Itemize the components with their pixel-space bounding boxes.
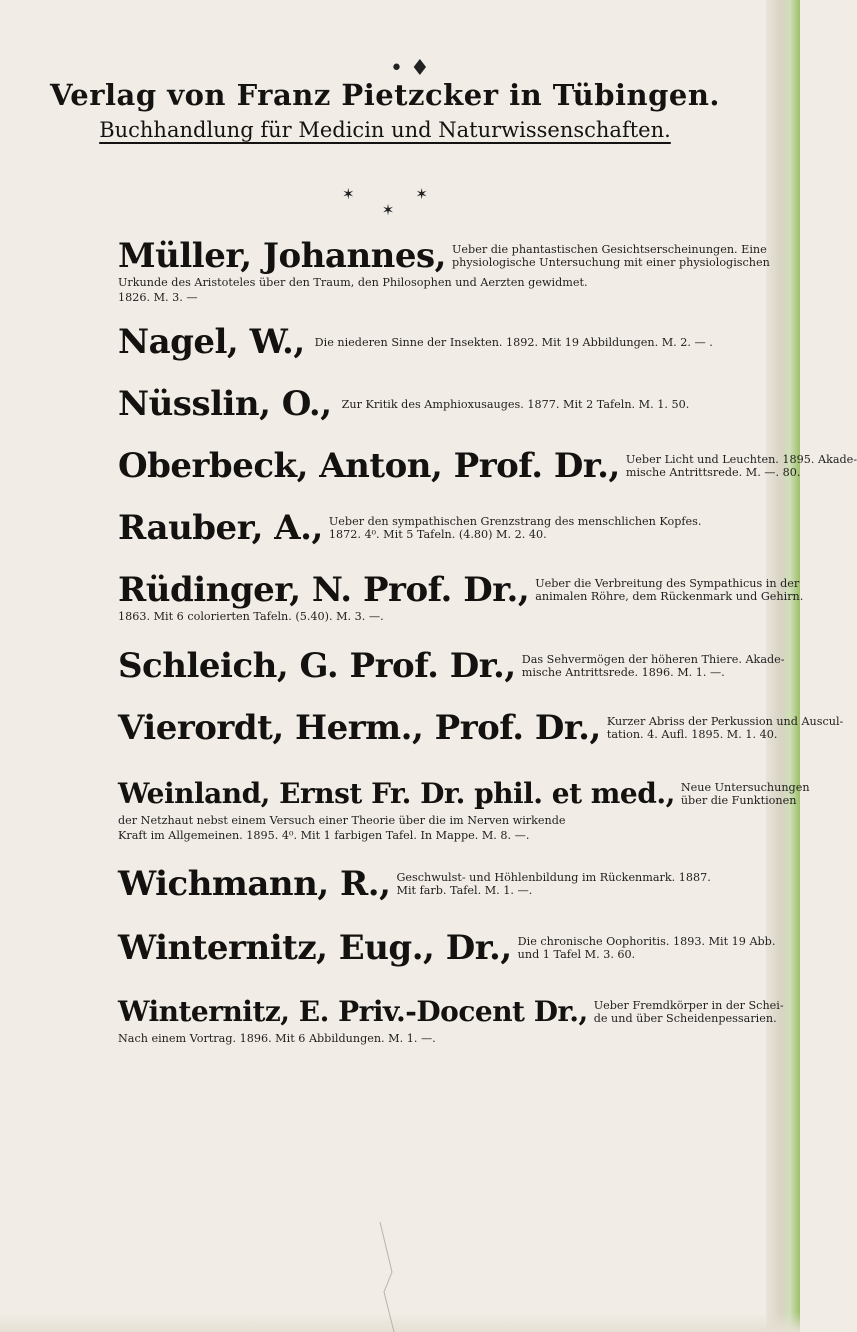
book-title: Zur Kritik des Amphioxusauges. 1877. Mit 2 Tafeln. M. 1. 50. [341, 397, 690, 411]
author-name: Müller, Johannes, [118, 236, 446, 276]
author-name: Rüdinger, N. Prof. Dr., [118, 570, 530, 610]
book-title: Geschwulst- und Höhlenbildung im Rückenmark. 1887. Mit farb. Tafel. M. 1. —. [396, 871, 711, 897]
catalog-entry [118, 446, 857, 486]
catalog-entry [118, 386, 733, 422]
author-name: Vierordt, Herm., Prof. Dr., [118, 708, 601, 748]
catalog-entry [118, 776, 810, 843]
star-icon: ✶ [381, 201, 395, 219]
star-icon: ✶ [342, 185, 355, 203]
author-name: Nagel, W., [118, 322, 305, 362]
catalog-entry [118, 570, 804, 624]
book-title: Ueber Fremdkörper in der Schei- de und über Scheidenpessarien. [593, 999, 784, 1025]
author-name: Oberbeck, Anton, Prof. Dr., [118, 446, 620, 486]
author-name: Wichmann, R., [118, 864, 391, 904]
author-name: Winternitz, Eug., Dr., [118, 928, 512, 968]
catalog-entry [118, 510, 733, 546]
author-name: Rauber, A., [118, 508, 323, 548]
entry-details: Nach einem Vortrag. 1896. Mit 6 Abbildungen. M. 1. —. [118, 1032, 436, 1045]
catalog-entry [118, 866, 733, 902]
book-title: Das Sehvermögen der höheren Thiere. Akade- mische Antrittsrede. 1896. M. 1. —. [521, 653, 785, 679]
author-name: Nüsslin, O., [118, 384, 332, 424]
book-title: Die chronische Oophoritis. 1893. Mit 19 Abb. und 1 Tafel M. 3. 60. [517, 935, 776, 961]
printer-ornament: • ♦ [390, 56, 430, 81]
book-title: Ueber die Verbreitung des Sympathicus in der animalen Röhre, dem Rückenmark und Gehirn. [535, 577, 804, 603]
book-title: Kurzer Abriss der Perkussion und Auscul- tation. 4. Aufl. 1895. M. 1. 40. [606, 715, 844, 741]
catalog-entry [118, 708, 844, 748]
catalog-entry [118, 324, 733, 360]
catalog-entry [118, 928, 776, 968]
book-title: Neue Untersuchungen über die Funktionen [680, 781, 810, 807]
book-title: Ueber Licht und Leuchten. 1895. Akade- mische Antrittsrede. M. —. 80. [625, 453, 857, 479]
book-title: Ueber die phantastischen Gesichtserscheinungen. Eine physiologische Untersuchung mit einer physiologischen [452, 243, 770, 269]
publisher-subtitle: Buchhandlung für Medicin und Naturwissenschaften. [99, 118, 671, 142]
pencil-mark [370, 1222, 410, 1332]
publisher-title: Verlag von Franz Pietzcker in Tübingen. [49, 78, 721, 112]
author-name: Winternitz, E. Priv.-Docent Dr., [118, 995, 588, 1028]
catalog-entry [118, 994, 784, 1046]
star-icon: ✶ [415, 185, 428, 203]
entry-details: der Netzhaut nebst einem Versuch einer Theorie über die im Nerven wirkende Kraft im Allgemeinen. 1895. 4⁰. Mit 1 farbigen Tafel. In Mappe. M. 8. —. [118, 814, 566, 842]
entry-details: Urkunde des Aristoteles über den Traum, den Philosophen und Aerzten gewidmet. 1826. M. 3. — [118, 276, 588, 304]
publisher-header [0, 78, 770, 142]
author-name: Schleich, G. Prof. Dr., [118, 646, 516, 686]
catalog-entry [118, 236, 770, 305]
entry-details: 1863. Mit 6 colorierten Tafeln. (5.40). M. 3. —. [118, 610, 384, 623]
catalog-entry [118, 646, 785, 686]
author-name: Weinland, Ernst Fr. Dr. phil. et med., [118, 777, 675, 810]
book-title: Ueber den sympathischen Grenzstrang des menschlichen Kopfes. 1872. 4⁰. Mit 5 Tafeln. (4.80) M. 2. 40. [328, 515, 702, 541]
star-divider [0, 187, 770, 217]
book-title: Die niederen Sinne der Insekten. 1892. Mit 19 Abbildungen. M. 2. — . [314, 335, 713, 349]
